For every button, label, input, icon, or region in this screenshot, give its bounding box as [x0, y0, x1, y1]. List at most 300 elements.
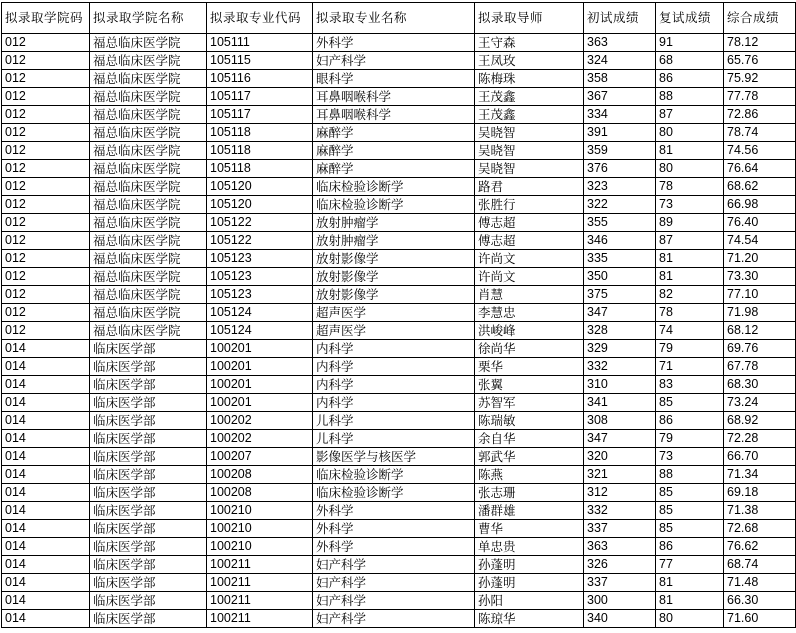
major-code-cell: 100202	[207, 430, 313, 448]
advisor-cell: 苏智军	[475, 394, 584, 412]
major-name-cell: 内科学	[313, 340, 475, 358]
initial-score-cell: 363	[584, 538, 656, 556]
college-name-cell: 福总临床医学院	[90, 178, 207, 196]
total-score-cell: 71.98	[724, 304, 796, 322]
total-score-cell: 71.20	[724, 250, 796, 268]
college-name-cell: 福总临床医学院	[90, 52, 207, 70]
initial-score-cell: 358	[584, 70, 656, 88]
college-code-cell: 014	[2, 376, 90, 394]
initial-score-cell: 334	[584, 106, 656, 124]
total-score-cell: 68.12	[724, 322, 796, 340]
total-score-cell: 69.18	[724, 484, 796, 502]
column-header: 拟录取学院名称	[90, 3, 207, 34]
retest-score-cell: 85	[656, 394, 724, 412]
retest-score-cell: 85	[656, 520, 724, 538]
total-score-cell: 77.78	[724, 88, 796, 106]
retest-score-cell: 71	[656, 358, 724, 376]
retest-score-cell: 89	[656, 214, 724, 232]
major-name-cell: 妇产科学	[313, 610, 475, 628]
major-code-cell: 100211	[207, 556, 313, 574]
advisor-cell: 栗华	[475, 358, 584, 376]
college-name-cell: 临床医学部	[90, 466, 207, 484]
total-score-cell: 71.34	[724, 466, 796, 484]
major-code-cell: 100201	[207, 394, 313, 412]
table-row	[2, 322, 796, 340]
major-code-cell: 100210	[207, 538, 313, 556]
total-score-cell: 78.74	[724, 124, 796, 142]
table-row	[2, 502, 796, 520]
retest-score-cell: 81	[656, 574, 724, 592]
college-name-cell: 福总临床医学院	[90, 88, 207, 106]
major-code-cell: 100208	[207, 466, 313, 484]
advisor-cell: 曹华	[475, 520, 584, 538]
table-row	[2, 358, 796, 376]
major-name-cell: 外科学	[313, 538, 475, 556]
college-name-cell: 福总临床医学院	[90, 196, 207, 214]
total-score-cell: 77.10	[724, 286, 796, 304]
column-header: 综合成绩	[724, 3, 796, 34]
table-row	[2, 34, 796, 52]
major-name-cell: 妇产科学	[313, 556, 475, 574]
major-code-cell: 100211	[207, 574, 313, 592]
college-name-cell: 福总临床医学院	[90, 286, 207, 304]
initial-score-cell: 332	[584, 502, 656, 520]
college-code-cell: 012	[2, 106, 90, 124]
retest-score-cell: 79	[656, 340, 724, 358]
column-header: 拟录取专业代码	[207, 3, 313, 34]
total-score-cell: 73.30	[724, 268, 796, 286]
college-code-cell: 012	[2, 214, 90, 232]
retest-score-cell: 86	[656, 412, 724, 430]
major-name-cell: 临床检验诊断学	[313, 196, 475, 214]
initial-score-cell: 347	[584, 304, 656, 322]
college-name-cell: 福总临床医学院	[90, 160, 207, 178]
initial-score-cell: 341	[584, 394, 656, 412]
total-score-cell: 68.30	[724, 376, 796, 394]
college-name-cell: 临床医学部	[90, 610, 207, 628]
retest-score-cell: 87	[656, 232, 724, 250]
total-score-cell: 66.30	[724, 592, 796, 610]
retest-score-cell: 78	[656, 304, 724, 322]
initial-score-cell: 326	[584, 556, 656, 574]
major-code-cell: 105123	[207, 250, 313, 268]
table-row	[2, 88, 796, 106]
initial-score-cell: 376	[584, 160, 656, 178]
initial-score-cell: 375	[584, 286, 656, 304]
advisor-cell: 陈琼华	[475, 610, 584, 628]
major-name-cell: 外科学	[313, 520, 475, 538]
college-code-cell: 012	[2, 34, 90, 52]
college-name-cell: 福总临床医学院	[90, 304, 207, 322]
major-code-cell: 100201	[207, 340, 313, 358]
total-score-cell: 68.62	[724, 178, 796, 196]
total-score-cell: 75.92	[724, 70, 796, 88]
college-name-cell: 临床医学部	[90, 412, 207, 430]
major-name-cell: 儿科学	[313, 430, 475, 448]
advisor-cell: 吴晓智	[475, 124, 584, 142]
advisor-cell: 孙蓬明	[475, 556, 584, 574]
table-row	[2, 484, 796, 502]
major-name-cell: 放射肿瘤学	[313, 214, 475, 232]
college-code-cell: 012	[2, 88, 90, 106]
initial-score-cell: 300	[584, 592, 656, 610]
college-name-cell: 临床医学部	[90, 556, 207, 574]
college-name-cell: 临床医学部	[90, 376, 207, 394]
total-score-cell: 71.48	[724, 574, 796, 592]
table-row	[2, 430, 796, 448]
major-code-cell: 105115	[207, 52, 313, 70]
total-score-cell: 72.86	[724, 106, 796, 124]
college-name-cell: 福总临床医学院	[90, 250, 207, 268]
retest-score-cell: 81	[656, 142, 724, 160]
retest-score-cell: 88	[656, 88, 724, 106]
college-code-cell: 012	[2, 124, 90, 142]
table-row	[2, 70, 796, 88]
table-row	[2, 448, 796, 466]
retest-score-cell: 68	[656, 52, 724, 70]
initial-score-cell: 310	[584, 376, 656, 394]
table-row	[2, 286, 796, 304]
college-name-cell: 临床医学部	[90, 592, 207, 610]
college-name-cell: 临床医学部	[90, 574, 207, 592]
advisor-cell: 王凤玫	[475, 52, 584, 70]
major-name-cell: 超声医学	[313, 304, 475, 322]
college-name-cell: 福总临床医学院	[90, 106, 207, 124]
retest-score-cell: 79	[656, 430, 724, 448]
retest-score-cell: 73	[656, 448, 724, 466]
major-code-cell: 100210	[207, 520, 313, 538]
college-name-cell: 福总临床医学院	[90, 214, 207, 232]
college-code-cell: 014	[2, 340, 90, 358]
initial-score-cell: 324	[584, 52, 656, 70]
major-name-cell: 放射影像学	[313, 268, 475, 286]
major-code-cell: 105118	[207, 160, 313, 178]
table-row	[2, 592, 796, 610]
table-row	[2, 556, 796, 574]
major-code-cell: 100208	[207, 484, 313, 502]
initial-score-cell: 328	[584, 322, 656, 340]
total-score-cell: 72.68	[724, 520, 796, 538]
major-code-cell: 105120	[207, 178, 313, 196]
total-score-cell: 66.70	[724, 448, 796, 466]
total-score-cell: 65.76	[724, 52, 796, 70]
college-code-cell: 012	[2, 322, 90, 340]
advisor-cell: 路君	[475, 178, 584, 196]
table-row	[2, 610, 796, 628]
table-row	[2, 232, 796, 250]
college-code-cell: 012	[2, 232, 90, 250]
retest-score-cell: 88	[656, 466, 724, 484]
major-code-cell: 105123	[207, 286, 313, 304]
table-row	[2, 412, 796, 430]
advisor-cell: 傅志超	[475, 232, 584, 250]
advisor-cell: 孙蓬明	[475, 574, 584, 592]
college-name-cell: 福总临床医学院	[90, 142, 207, 160]
advisor-cell: 张翼	[475, 376, 584, 394]
table-row	[2, 268, 796, 286]
initial-score-cell: 321	[584, 466, 656, 484]
major-name-cell: 临床检验诊断学	[313, 178, 475, 196]
initial-score-cell: 359	[584, 142, 656, 160]
retest-score-cell: 80	[656, 610, 724, 628]
table-row	[2, 250, 796, 268]
college-name-cell: 临床医学部	[90, 520, 207, 538]
advisor-cell: 肖慧	[475, 286, 584, 304]
retest-score-cell: 77	[656, 556, 724, 574]
major-name-cell: 耳鼻咽喉科学	[313, 88, 475, 106]
advisor-cell: 潘群雄	[475, 502, 584, 520]
major-name-cell: 放射肿瘤学	[313, 232, 475, 250]
retest-score-cell: 78	[656, 178, 724, 196]
initial-score-cell: 323	[584, 178, 656, 196]
major-code-cell: 100211	[207, 610, 313, 628]
major-code-cell: 105118	[207, 124, 313, 142]
major-code-cell: 105117	[207, 106, 313, 124]
retest-score-cell: 86	[656, 538, 724, 556]
college-code-cell: 012	[2, 52, 90, 70]
table-row	[2, 160, 796, 178]
retest-score-cell: 86	[656, 70, 724, 88]
major-code-cell: 105111	[207, 34, 313, 52]
major-code-cell: 100210	[207, 502, 313, 520]
major-code-cell: 105122	[207, 214, 313, 232]
initial-score-cell: 355	[584, 214, 656, 232]
retest-score-cell: 74	[656, 322, 724, 340]
college-name-cell: 福总临床医学院	[90, 268, 207, 286]
major-code-cell: 100202	[207, 412, 313, 430]
total-score-cell: 68.74	[724, 556, 796, 574]
total-score-cell: 76.64	[724, 160, 796, 178]
initial-score-cell: 329	[584, 340, 656, 358]
college-name-cell: 临床医学部	[90, 484, 207, 502]
admission-table	[1, 2, 796, 628]
table-row	[2, 142, 796, 160]
total-score-cell: 71.38	[724, 502, 796, 520]
college-name-cell: 临床医学部	[90, 502, 207, 520]
college-code-cell: 012	[2, 286, 90, 304]
total-score-cell: 71.60	[724, 610, 796, 628]
college-code-cell: 014	[2, 538, 90, 556]
major-name-cell: 影像医学与核医学	[313, 448, 475, 466]
initial-score-cell: 308	[584, 412, 656, 430]
total-score-cell: 69.76	[724, 340, 796, 358]
table-row	[2, 340, 796, 358]
major-code-cell: 100201	[207, 376, 313, 394]
college-code-cell: 014	[2, 610, 90, 628]
total-score-cell: 66.98	[724, 196, 796, 214]
college-code-cell: 012	[2, 160, 90, 178]
college-name-cell: 福总临床医学院	[90, 70, 207, 88]
advisor-cell: 许尚文	[475, 268, 584, 286]
college-name-cell: 福总临床医学院	[90, 34, 207, 52]
initial-score-cell: 337	[584, 520, 656, 538]
retest-score-cell: 91	[656, 34, 724, 52]
college-name-cell: 福总临床医学院	[90, 124, 207, 142]
advisor-cell: 王茂鑫	[475, 88, 584, 106]
college-code-cell: 014	[2, 358, 90, 376]
total-score-cell: 67.78	[724, 358, 796, 376]
major-code-cell: 100207	[207, 448, 313, 466]
table-row	[2, 394, 796, 412]
college-name-cell: 福总临床医学院	[90, 232, 207, 250]
college-name-cell: 临床医学部	[90, 394, 207, 412]
major-name-cell: 内科学	[313, 394, 475, 412]
advisor-cell: 傅志超	[475, 214, 584, 232]
table-row	[2, 124, 796, 142]
college-code-cell: 014	[2, 466, 90, 484]
college-code-cell: 014	[2, 592, 90, 610]
advisor-cell: 王茂鑫	[475, 106, 584, 124]
retest-score-cell: 85	[656, 502, 724, 520]
advisor-cell: 王守森	[475, 34, 584, 52]
college-name-cell: 临床医学部	[90, 538, 207, 556]
college-code-cell: 012	[2, 250, 90, 268]
advisor-cell: 吴晓智	[475, 142, 584, 160]
table-header-row	[2, 3, 796, 34]
initial-score-cell: 346	[584, 232, 656, 250]
table-row	[2, 376, 796, 394]
total-score-cell: 78.12	[724, 34, 796, 52]
table-row	[2, 196, 796, 214]
major-name-cell: 放射影像学	[313, 250, 475, 268]
college-name-cell: 临床医学部	[90, 430, 207, 448]
advisor-cell: 徐尚华	[475, 340, 584, 358]
total-score-cell: 74.54	[724, 232, 796, 250]
college-name-cell: 临床医学部	[90, 358, 207, 376]
major-name-cell: 临床检验诊断学	[313, 466, 475, 484]
college-code-cell: 014	[2, 430, 90, 448]
column-header: 初试成绩	[584, 3, 656, 34]
total-score-cell: 76.62	[724, 538, 796, 556]
table-row	[2, 538, 796, 556]
major-name-cell: 超声医学	[313, 322, 475, 340]
major-name-cell: 内科学	[313, 358, 475, 376]
major-name-cell: 妇产科学	[313, 592, 475, 610]
retest-score-cell: 82	[656, 286, 724, 304]
major-name-cell: 麻醉学	[313, 142, 475, 160]
major-code-cell: 105124	[207, 304, 313, 322]
advisor-cell: 余自华	[475, 430, 584, 448]
column-header: 拟录取专业名称	[313, 3, 475, 34]
initial-score-cell: 340	[584, 610, 656, 628]
column-header: 拟录取学院码	[2, 3, 90, 34]
advisor-cell: 洪峻峰	[475, 322, 584, 340]
table-row	[2, 520, 796, 538]
initial-score-cell: 312	[584, 484, 656, 502]
retest-score-cell: 80	[656, 160, 724, 178]
major-name-cell: 麻醉学	[313, 124, 475, 142]
initial-score-cell: 332	[584, 358, 656, 376]
major-code-cell: 100201	[207, 358, 313, 376]
advisor-cell: 张志珊	[475, 484, 584, 502]
college-code-cell: 012	[2, 70, 90, 88]
major-name-cell: 外科学	[313, 34, 475, 52]
college-code-cell: 012	[2, 304, 90, 322]
retest-score-cell: 81	[656, 268, 724, 286]
major-name-cell: 临床检验诊断学	[313, 484, 475, 502]
advisor-cell: 陈梅珠	[475, 70, 584, 88]
column-header: 复试成绩	[656, 3, 724, 34]
retest-score-cell: 83	[656, 376, 724, 394]
major-code-cell: 105123	[207, 268, 313, 286]
table-row	[2, 214, 796, 232]
major-name-cell: 眼科学	[313, 70, 475, 88]
initial-score-cell: 322	[584, 196, 656, 214]
college-code-cell: 014	[2, 484, 90, 502]
college-name-cell: 福总临床医学院	[90, 322, 207, 340]
initial-score-cell: 337	[584, 574, 656, 592]
table-row	[2, 106, 796, 124]
college-code-cell: 014	[2, 574, 90, 592]
total-score-cell: 76.40	[724, 214, 796, 232]
total-score-cell: 74.56	[724, 142, 796, 160]
table-row	[2, 574, 796, 592]
major-code-cell: 105118	[207, 142, 313, 160]
table-body	[2, 34, 796, 628]
initial-score-cell: 320	[584, 448, 656, 466]
advisor-cell: 李慧忠	[475, 304, 584, 322]
total-score-cell: 72.28	[724, 430, 796, 448]
college-code-cell: 014	[2, 556, 90, 574]
major-code-cell: 105122	[207, 232, 313, 250]
advisor-cell: 陈瑞敏	[475, 412, 584, 430]
table-row	[2, 304, 796, 322]
total-score-cell: 68.92	[724, 412, 796, 430]
college-name-cell: 临床医学部	[90, 340, 207, 358]
advisor-cell: 孙阳	[475, 592, 584, 610]
major-name-cell: 妇产科学	[313, 574, 475, 592]
college-code-cell: 014	[2, 520, 90, 538]
college-code-cell: 012	[2, 142, 90, 160]
major-code-cell: 105116	[207, 70, 313, 88]
major-name-cell: 外科学	[313, 502, 475, 520]
initial-score-cell: 367	[584, 88, 656, 106]
column-header: 拟录取导师	[475, 3, 584, 34]
college-code-cell: 014	[2, 502, 90, 520]
initial-score-cell: 391	[584, 124, 656, 142]
advisor-cell: 许尚文	[475, 250, 584, 268]
college-code-cell: 012	[2, 178, 90, 196]
major-code-cell: 105117	[207, 88, 313, 106]
major-name-cell: 放射影像学	[313, 286, 475, 304]
major-name-cell: 耳鼻咽喉科学	[313, 106, 475, 124]
college-code-cell: 014	[2, 448, 90, 466]
initial-score-cell: 335	[584, 250, 656, 268]
table-row	[2, 52, 796, 70]
advisor-cell: 单忠贵	[475, 538, 584, 556]
major-name-cell: 儿科学	[313, 412, 475, 430]
advisor-cell: 陈燕	[475, 466, 584, 484]
major-name-cell: 麻醉学	[313, 160, 475, 178]
major-name-cell: 内科学	[313, 376, 475, 394]
college-code-cell: 014	[2, 412, 90, 430]
major-name-cell: 妇产科学	[313, 52, 475, 70]
college-name-cell: 临床医学部	[90, 448, 207, 466]
initial-score-cell: 347	[584, 430, 656, 448]
total-score-cell: 73.24	[724, 394, 796, 412]
initial-score-cell: 363	[584, 34, 656, 52]
major-code-cell: 105124	[207, 322, 313, 340]
advisor-cell: 张胜行	[475, 196, 584, 214]
table-row	[2, 178, 796, 196]
major-code-cell: 100211	[207, 592, 313, 610]
college-code-cell: 012	[2, 268, 90, 286]
advisor-cell: 郭武华	[475, 448, 584, 466]
retest-score-cell: 87	[656, 106, 724, 124]
retest-score-cell: 80	[656, 124, 724, 142]
retest-score-cell: 81	[656, 592, 724, 610]
initial-score-cell: 350	[584, 268, 656, 286]
